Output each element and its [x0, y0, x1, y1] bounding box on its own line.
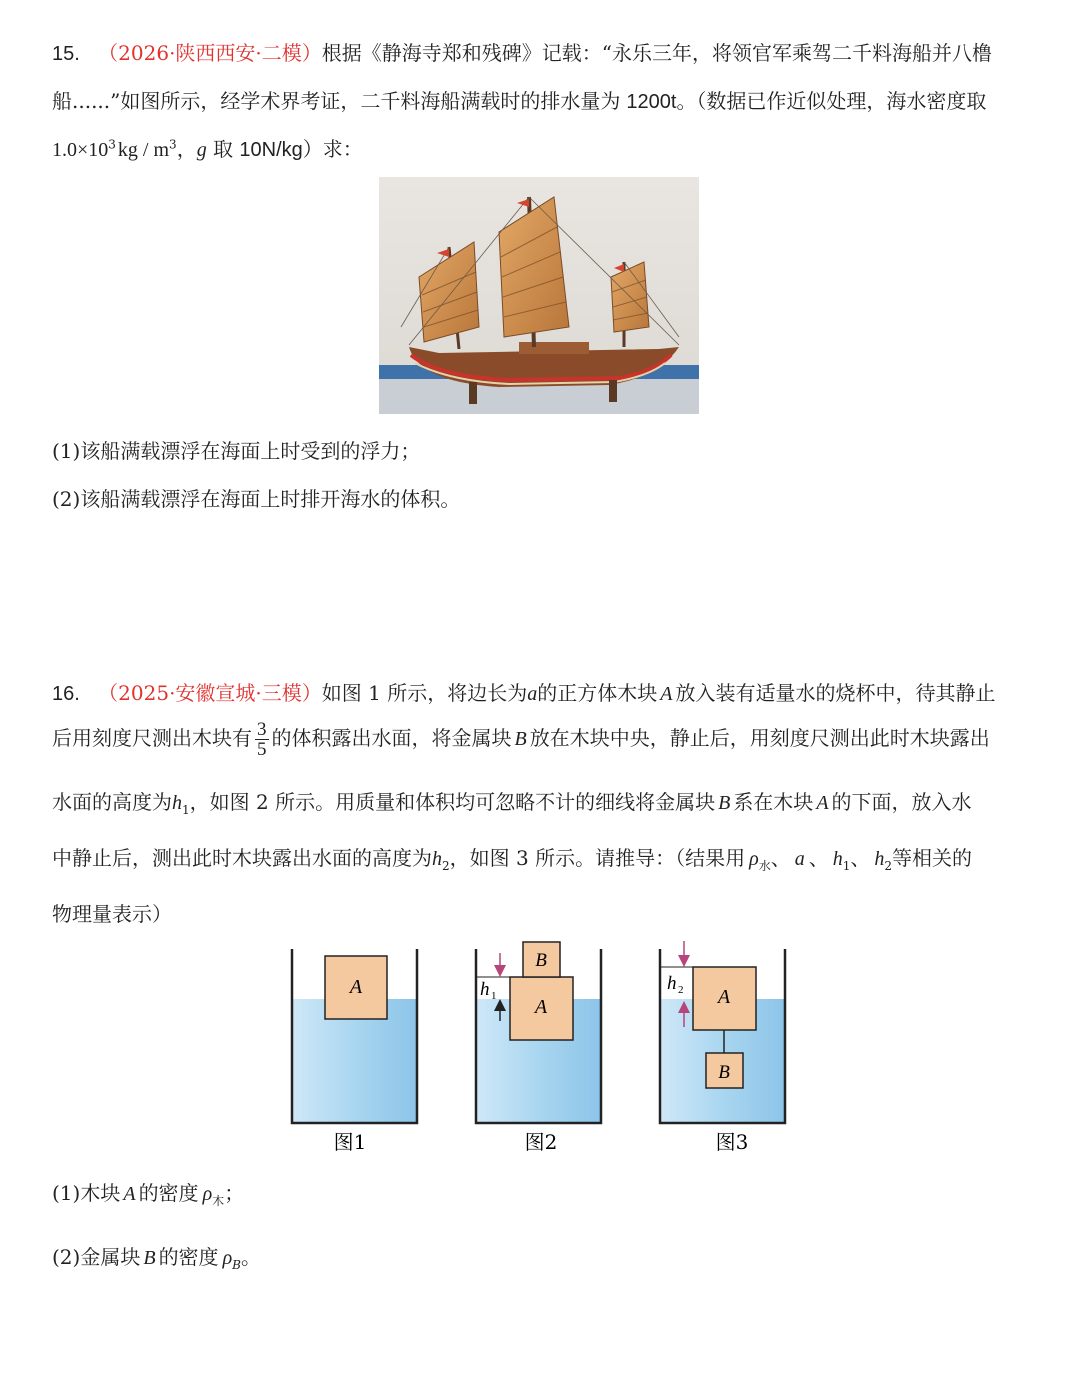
q16-subquestion-2: [52, 1241, 261, 1272]
block-B-label: B: [718, 1062, 730, 1083]
q16-text: 等相关的: [892, 846, 972, 870]
q15-subquestion-2: [52, 483, 460, 512]
q15-density-unit-exp: 3: [169, 137, 177, 152]
q15-sub1-text: (1)该船满载漂浮在海面上时受到的浮力；: [52, 439, 421, 463]
q16-var-a: a: [794, 848, 805, 870]
q16-var-rho-water: ρ: [749, 848, 759, 870]
q16-line-1: [52, 677, 995, 706]
q16-var-B: B: [718, 792, 731, 814]
q15-line-3: [52, 133, 363, 162]
figure-2-caption: 图2: [524, 1130, 558, 1154]
q16-var-h1: h: [172, 792, 182, 814]
q16-var-h2-sub: 2: [884, 859, 892, 873]
q16-var-rho-water-sub: 水: [758, 859, 771, 873]
ship-model-photo: [379, 177, 699, 414]
figure-3-caption: 图3: [715, 1130, 749, 1154]
q15-text-3e: ）求：: [302, 137, 363, 161]
q16-var-h1-sub: 1: [182, 803, 190, 817]
q16-sub1-text: ；: [224, 1181, 245, 1205]
q15-text-2c: 。（数据已作近似处理，海水密度取: [676, 89, 987, 113]
q16-var-a: a: [527, 683, 538, 705]
h2-label: h: [667, 973, 677, 994]
q16-var-h2-sub: 2: [442, 859, 450, 873]
q16-text: 中静止后，测出此时木块露出水面的高度为: [52, 846, 432, 870]
q16-text: 系在木块: [733, 790, 814, 814]
q16-line-4: [52, 842, 972, 874]
q16-text: 的下面，放入水: [831, 790, 972, 814]
q16-sub2-text: (2)金属块: [52, 1245, 141, 1269]
q16-var-rho-B-sub: B: [232, 1258, 241, 1272]
q16-number: 16.: [52, 683, 80, 705]
figure-1-caption: 图1: [333, 1130, 367, 1154]
figure-3: [660, 941, 785, 1154]
q16-var-A: A: [123, 1183, 136, 1205]
q15-sub2-text: (2)该船满载漂浮在海面上时排开海水的体积。: [52, 487, 461, 511]
q16-text: 、: [808, 846, 829, 870]
figure-1: [292, 949, 417, 1154]
q15-text-1: 根据《静海寺郑和残碑》记载：“永乐三年，将领官军乘驾二千料海船并八橹: [321, 41, 993, 65]
q15-g-value: 10N/kg: [239, 139, 303, 161]
q16-subquestion-1: [52, 1177, 244, 1209]
q16-line-2: [52, 720, 990, 759]
q15-line-1: [52, 37, 992, 66]
q16-var-B: B: [143, 1247, 156, 1269]
block-B-label: B: [535, 950, 547, 971]
q16-var-h1: h: [832, 848, 843, 870]
q16-text: 的体积露出水面，将金属块: [271, 726, 512, 750]
fraction-three-fifths: [255, 720, 269, 759]
q16-sub1-text: 的密度: [138, 1181, 199, 1205]
q15-source: （2026·陕西西安·二模）: [98, 41, 322, 65]
q16-text: 如图 1 所示，将边长为: [321, 681, 528, 705]
q15-text-2a: 船......”如图所示，经学术界考证，二千料海船满载时的排水量为: [52, 89, 621, 113]
fraction-numerator: 3: [257, 719, 267, 740]
fraction-denominator: 5: [257, 739, 267, 760]
q16-sub2-text: 的密度: [158, 1245, 219, 1269]
q15-text-2b: 1200t: [626, 91, 677, 113]
beaker-figures: [280, 935, 800, 1160]
q15-density-exp: 3: [108, 137, 116, 152]
q16-text: 后用刻度尺测出木块有: [52, 726, 252, 750]
q15-line-2: [52, 85, 986, 114]
q16-text: ，如图 2 所示。用质量和体积均可忽略不计的细线将金属块: [189, 790, 716, 814]
block-A-label: A: [717, 986, 731, 1008]
q16-text: 放在木块中央，静止后，用刻度尺测出此时木块露出: [529, 726, 990, 750]
q16-text: 、: [770, 846, 791, 870]
q15-text-3b: ，: [176, 137, 197, 161]
figure-2: [476, 942, 601, 1154]
h2-label-sub: 2: [678, 984, 684, 996]
q15-number: 15.: [52, 43, 80, 65]
q16-text: 、: [850, 846, 871, 870]
block-A-label: A: [534, 996, 548, 1018]
q16-source: （2025·安徽宣城·三模）: [98, 681, 322, 705]
q16-var-rho-wood: ρ: [202, 1183, 213, 1205]
q16-sub2-text: 。: [241, 1245, 261, 1269]
q16-text: 水面的高度为: [52, 790, 172, 814]
q15-density-value: 1.0×10: [52, 139, 109, 161]
q16-var-rho-B: ρ: [222, 1247, 233, 1269]
q16-var-h2: h: [432, 848, 442, 870]
q15-var-g: g: [196, 139, 207, 161]
q16-var-B: B: [514, 728, 527, 750]
h1-label-sub: 1: [491, 990, 497, 1002]
q16-var-h2: h: [874, 848, 885, 870]
q16-line-5: [52, 898, 172, 927]
q16-sub1-text: (1)木块: [52, 1181, 121, 1205]
block-A-label: A: [349, 976, 363, 998]
q15-density-unit: kg / m: [117, 139, 170, 161]
h1-label: h: [480, 979, 490, 1000]
q16-text: 的正方体木块: [537, 681, 658, 705]
q16-line-3: [52, 786, 972, 817]
q15-text-3c: 取: [206, 137, 240, 161]
q16-var-rho-wood-sub: 木: [212, 1194, 225, 1208]
q16-text: 物理量表示）: [52, 902, 172, 926]
q16-var-A: A: [816, 792, 829, 814]
q16-var-A: A: [660, 683, 673, 705]
q16-var-h1-sub: 1: [842, 859, 851, 873]
q16-text: ，如图 3 所示。请推导：（结果用: [449, 846, 746, 870]
q16-text: 放入装有适量水的烧杯中，待其静止: [675, 681, 996, 705]
q15-subquestion-1: [52, 435, 420, 464]
